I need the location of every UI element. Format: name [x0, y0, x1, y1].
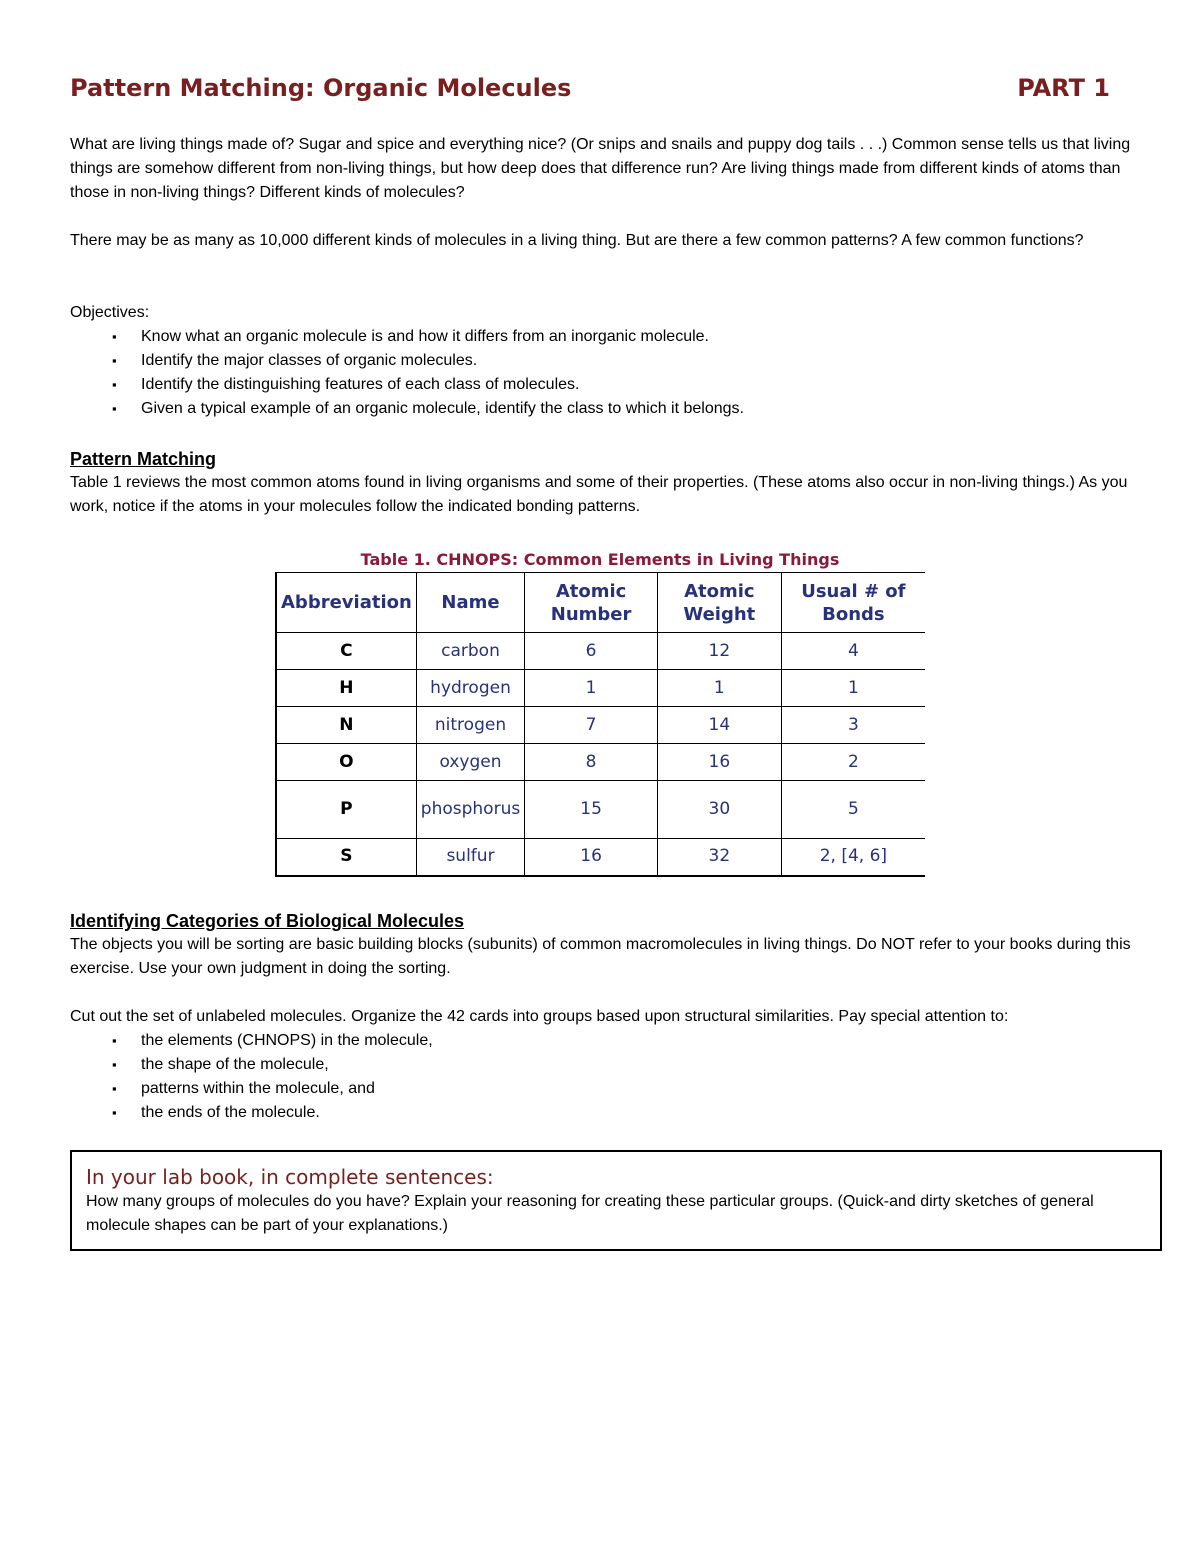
element-table-figure: [275, 548, 925, 877]
list-item-text: the ends of the molecule.: [141, 1104, 320, 1121]
table-cell: nitrogen: [416, 707, 524, 744]
intro-text-2: There may be as many as 10,000 different kinds of molecules in a living thing. But are there a few common patterns? A few common functions?: [70, 232, 1084, 249]
page-title: Pattern Matching: Organic Molecules: [70, 74, 572, 102]
table-cell: H: [276, 670, 416, 707]
column-header: Name: [416, 573, 524, 633]
objectives-section: [70, 301, 1140, 421]
bullet-icon: ▪: [112, 1057, 117, 1072]
pattern-matching-section: [70, 447, 1140, 519]
spacer: [70, 981, 1140, 1005]
column-header: Usual # of Bonds: [781, 573, 925, 633]
table-cell: O: [276, 744, 416, 781]
list-item-text: the shape of the molecule,: [141, 1056, 329, 1073]
list-item-text: Given a typical example of an organic molecule, identify the class to which it belongs.: [141, 400, 744, 417]
callout-text: How many groups of molecules do you have? Explain your reasoning for creating these particular groups. (Quick-and dirty sketches of general molecule shapes can be part of your explanations.): [86, 1193, 1094, 1234]
list-item-text: Identify the major classes of organic molecules.: [141, 352, 478, 369]
list-item: [70, 1029, 1140, 1053]
bullet-icon: ▪: [112, 377, 117, 392]
table-row: [276, 670, 925, 707]
table-cell: 16: [525, 839, 658, 876]
table-caption: Table 1. CHNOPS: Common Elements in Living Things: [360, 550, 840, 569]
list-item: [70, 373, 1140, 397]
table-header-row: [276, 573, 925, 633]
column-header: Atomic Weight: [657, 573, 781, 633]
table-row: [276, 744, 925, 781]
table-cell: 12: [657, 633, 781, 670]
list-item-text: patterns within the molecule, and: [141, 1080, 375, 1097]
table-cell: 2, [4, 6]: [781, 839, 925, 876]
intro-paragraph-1: [70, 133, 1140, 205]
table-cell: 14: [657, 707, 781, 744]
pattern-matching-text: Table 1 reviews the most common atoms found in living organisms and some of their properties. (These atoms also occur in non-living things.) As you work, notice if the atoms in your molecules follow the indicated bonding patterns.: [70, 474, 1128, 515]
intro-text-1: What are living things made of? Sugar and spice and everything nice? (Or snips and snails and puppy dog tails . . .) Common sense tells us that living things are somehow different from non-living things, but how deep does that difference run? Are living things made from different kinds of atoms than those in non-living things? Different kinds of molecules?: [70, 136, 1131, 201]
list-item-text: Know what an organic molecule is and how it differs from an inorganic molecule.: [141, 328, 709, 345]
objectives-list: [70, 325, 1140, 421]
lab-book-callout: [70, 1150, 1162, 1251]
table-cell: hydrogen: [416, 670, 524, 707]
categories-instructions: Cut out the set of unlabeled molecules. Organize the 42 cards into groups based upon structural similarities. Pay special attention to:: [70, 1008, 1009, 1025]
bullet-icon: ▪: [112, 1105, 117, 1120]
list-item: [70, 349, 1140, 373]
list-item: [70, 1101, 1140, 1125]
categories-section: [70, 909, 1140, 1125]
list-item: [70, 397, 1140, 421]
table-cell: P: [276, 781, 416, 839]
table-cell: 30: [657, 781, 781, 839]
table-cell: oxygen: [416, 744, 524, 781]
table-cell: S: [276, 839, 416, 876]
table-row: [276, 839, 925, 876]
table-cell: 1: [781, 670, 925, 707]
table-row: [276, 707, 925, 744]
categories-heading: Identifying Categories of Biological Molecules: [70, 911, 465, 931]
table-cell: carbon: [416, 633, 524, 670]
table-cell: 32: [657, 839, 781, 876]
table-cell: 1: [657, 670, 781, 707]
list-item-text: the elements (CHNOPS) in the molecule,: [141, 1032, 433, 1049]
objectives-label: Objectives:: [70, 304, 150, 321]
callout-heading: In your lab book, in complete sentences:: [86, 1165, 494, 1189]
table-cell: 3: [781, 707, 925, 744]
table-cell: 7: [525, 707, 658, 744]
categories-text: The objects you will be sorting are basic building blocks (subunits) of common macromolecules in living things. Do NOT refer to your books during this exercise. Use your own judgment in doing the sorting.: [70, 936, 1131, 977]
table-cell: phosphorus: [416, 781, 524, 839]
element-table: [275, 572, 925, 877]
table-cell: sulfur: [416, 839, 524, 876]
table-cell: N: [276, 707, 416, 744]
bullet-icon: ▪: [112, 401, 117, 416]
bullet-icon: ▪: [112, 329, 117, 344]
table-cell: C: [276, 633, 416, 670]
list-item: [70, 1077, 1140, 1101]
bullet-icon: ▪: [112, 1081, 117, 1096]
table-cell: 6: [525, 633, 658, 670]
column-header: Abbreviation: [276, 573, 416, 633]
list-item: [70, 1053, 1140, 1077]
column-header: Atomic Number: [525, 573, 658, 633]
table-cell: 4: [781, 633, 925, 670]
bullet-icon: ▪: [112, 353, 117, 368]
intro-paragraph-2: [70, 229, 1140, 253]
list-item: [70, 325, 1140, 349]
table-cell: 2: [781, 744, 925, 781]
categories-list: [70, 1029, 1140, 1125]
table-cell: 15: [525, 781, 658, 839]
table-cell: 5: [781, 781, 925, 839]
bullet-icon: ▪: [112, 1033, 117, 1048]
part-label: PART 1: [1017, 74, 1110, 102]
table-row: [276, 781, 925, 839]
table-cell: 1: [525, 670, 658, 707]
title-row: [70, 74, 1110, 110]
table-row: [276, 633, 925, 670]
pattern-matching-heading: Pattern Matching: [70, 449, 217, 469]
list-item-text: Identify the distinguishing features of each class of molecules.: [141, 376, 580, 393]
table-cell: 16: [657, 744, 781, 781]
table-cell: 8: [525, 744, 658, 781]
